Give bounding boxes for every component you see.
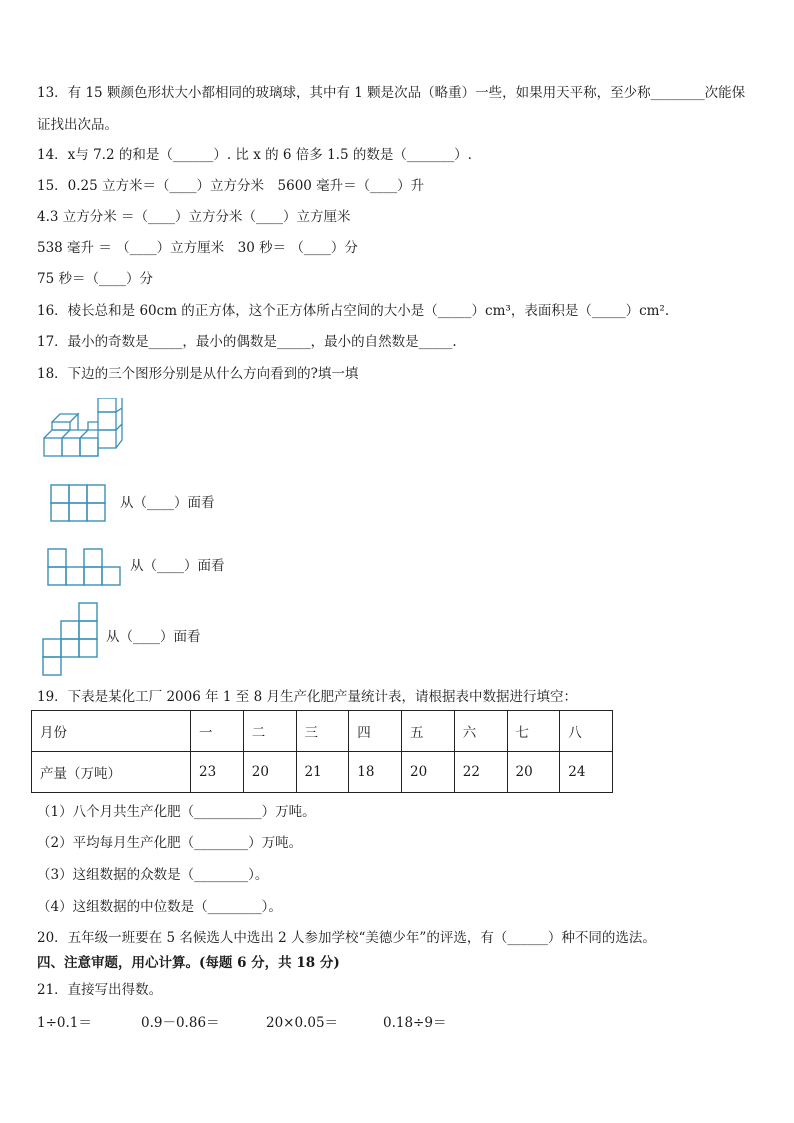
q16: 16．棱长总和是 60cm 的正方体，这个正方体所占空间的大小是（_____）cm³，表面积是（_____）cm².	[37, 303, 670, 319]
q14: 14．x与 7.2 的和是（______）. 比 x 的 6 倍多 1.5 的数是（_______）.	[37, 147, 472, 163]
q15-line1: 15．0.25 立方米＝（____）立方分米 5600 毫升＝（____）升	[37, 178, 425, 194]
table-cell: 20	[507, 752, 560, 793]
table-cell: 24	[560, 752, 613, 793]
top-view-grid	[42, 602, 100, 676]
table-cell: 七	[507, 711, 560, 752]
q18-view2-label: 从（____）面看	[130, 558, 225, 574]
production-table	[31, 710, 613, 793]
q19-sub3: （3）这组数据的众数是（________）。	[37, 867, 269, 883]
q18-prompt: 18．下边的三个图形分别是从什么方向看到的?填一填	[37, 366, 359, 382]
table-cell: 一	[191, 711, 244, 752]
table-row-months	[32, 711, 613, 752]
q19-prompt: 19．下表是某化工厂 2006 年 1 至 8 月生产化肥产量统计表，请根据表中数据进行填空：	[37, 689, 577, 705]
table-row-values	[32, 752, 613, 793]
table-cell: 六	[454, 711, 507, 752]
q20: 20．五年级一班要在 5 名候选人中选出 2 人参加学校“美德少年”的评选，有（______）种不同的选法。	[37, 930, 656, 946]
q18-view1-label: 从（____）面看	[120, 495, 215, 511]
table-cell: 五	[402, 711, 455, 752]
table-cell: 二	[243, 711, 296, 752]
q13-line1: 13．有 15 颗颜色形状大小都相同的玻璃球，其中有 1 颗是次品（略重）一些，如果用天平称，至少称________次能保	[37, 85, 746, 101]
front-view-grid	[50, 484, 108, 522]
q15-line2: 4.3 立方分米 ＝（____）立方分米（____）立方厘米	[37, 209, 351, 225]
table-cell: 21	[296, 752, 349, 793]
q13-line2: 证找出次品。	[37, 117, 118, 133]
section-heading: 四、注意审题，用心计算。(每题 6 分，共 18 分)	[37, 955, 340, 971]
side-view-grid	[47, 548, 125, 586]
table-header-output: 产量（万吨）	[32, 752, 191, 793]
table-cell: 八	[560, 711, 613, 752]
calc-item: 0.9－0.86＝	[141, 1015, 220, 1031]
table-cell: 23	[191, 752, 244, 793]
q19-sub1: （1）八个月共生产化肥（__________）万吨。	[37, 804, 316, 820]
calc-item: 20×0.05＝	[266, 1015, 339, 1031]
calc-item: 0.18÷9＝	[383, 1015, 447, 1031]
table-cell: 三	[296, 711, 349, 752]
table-cell: 18	[349, 752, 402, 793]
cube-stack-figure	[40, 398, 130, 460]
table-cell: 22	[454, 752, 507, 793]
table-cell: 20	[243, 752, 296, 793]
table-cell: 四	[349, 711, 402, 752]
table-header-month: 月份	[32, 711, 191, 752]
q18-view3-label: 从（____）面看	[106, 629, 201, 645]
q19-sub4: （4）这组数据的中位数是（________）。	[37, 899, 282, 915]
q19-sub2: （2）平均每月生产化肥（________）万吨。	[37, 835, 303, 851]
q15-line4: 75 秒＝（____）分	[37, 271, 153, 287]
q21-prompt: 21．直接写出得数。	[37, 982, 163, 998]
calc-item: 1÷0.1＝	[37, 1015, 92, 1031]
q15-line3: 538 毫升 ＝ （____）立方厘米 30 秒＝ （____）分	[37, 240, 358, 256]
table-cell: 20	[402, 752, 455, 793]
q17: 17．最小的奇数是_____，最小的偶数是_____，最小的自然数是_____.	[37, 334, 457, 350]
